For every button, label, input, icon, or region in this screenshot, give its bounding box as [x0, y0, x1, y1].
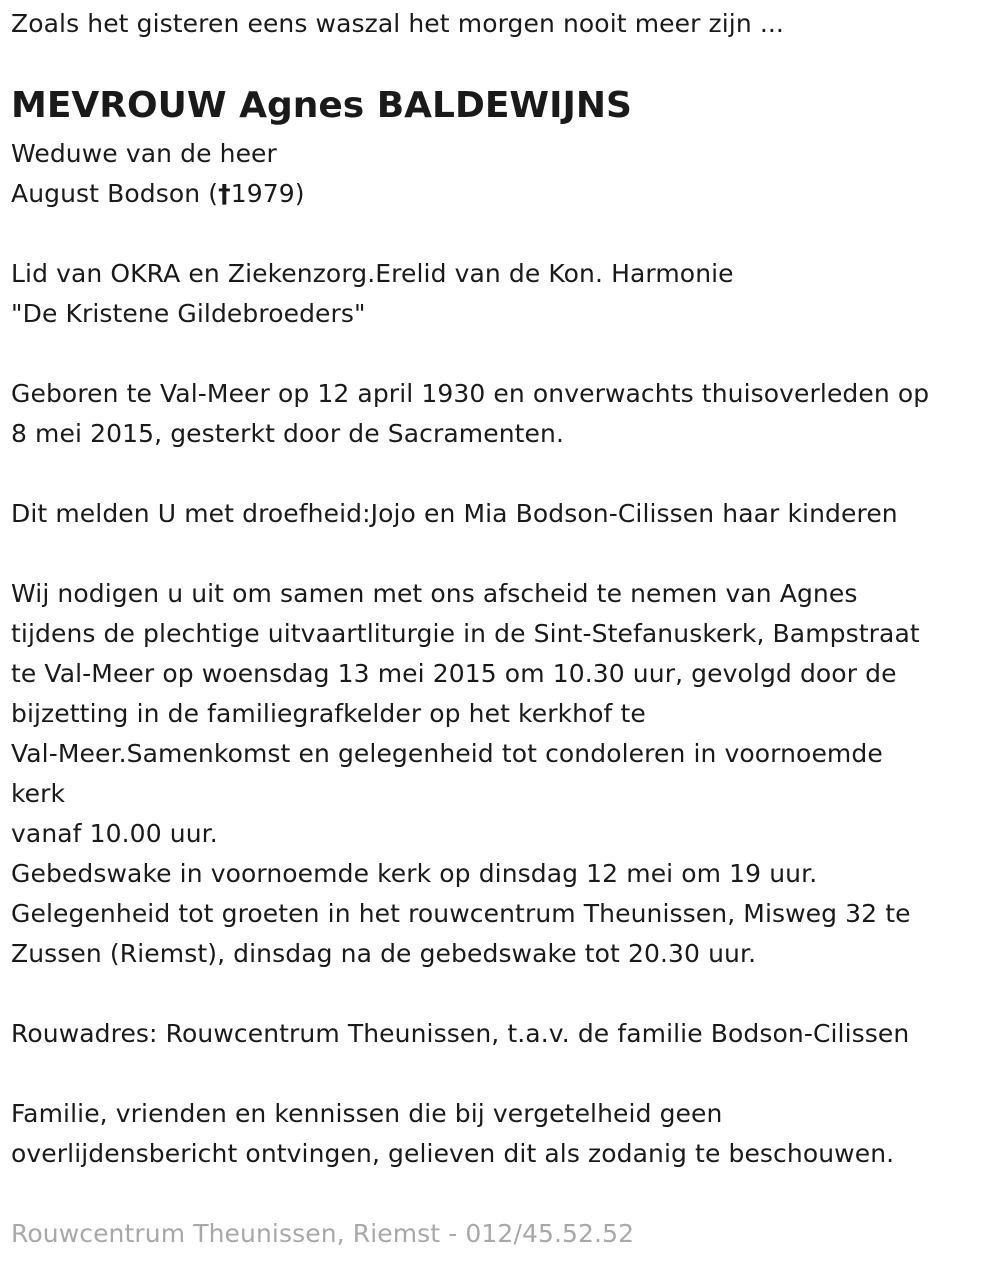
- invitation-line: Val-Meer.Samenkomst en gelegenheid tot condoleren in voornoemde: [11, 739, 883, 768]
- invitation-line: Gebedswake in voornoemde kerk op dinsdag 12 mei om 19 uur.: [11, 859, 818, 888]
- invitation-line: Zussen (Riemst), dinsdag na de gebedswake tot 20.30 uur.: [11, 939, 757, 968]
- widow-line-1: Weduwe van de heer: [11, 139, 277, 168]
- invitation-line: Gelegenheid tot groeten in het rouwcentrum Theunissen, Misweg 32 te: [11, 899, 911, 928]
- motto-text: Zoals het gisteren eens waszal het morgen nooit meer zijn ...: [11, 9, 784, 38]
- spouse-name: August Bodson (: [11, 179, 219, 208]
- cross-icon: †: [218, 179, 231, 208]
- invitation-section: [11, 574, 920, 974]
- spouse-death-year: 1979): [230, 179, 305, 208]
- invitation-line: tijdens de plechtige uitvaartliturgie in de Sint-Stefanuskerk, Bampstraat: [11, 619, 920, 648]
- membership-line-1: Lid van OKRA en Ziekenzorg.Erelid van de Kon. Harmonie: [11, 259, 734, 288]
- birth-death-line-1: Geboren te Val-Meer op 12 april 1930 en onverwachts thuisoverleden op: [11, 379, 930, 408]
- invitation-line: Wij nodigen u uit om samen met ons afscheid te nemen van Agnes: [11, 579, 858, 608]
- notice-line-1: Familie, vrienden en kennissen die bij vergetelheid geen: [11, 1099, 723, 1128]
- deceased-name-heading: MEVROUW Agnes BALDEWIJNS: [11, 85, 632, 126]
- membership-line-2: "De Kristene Gildebroeders": [11, 299, 366, 328]
- invitation-line: te Val-Meer op woensdag 13 mei 2015 om 10.30 uur, gevolgd door de: [11, 659, 897, 688]
- mourning-address-line: Rouwadres: Rouwcentrum Theunissen, t.a.v. de familie Bodson-Cilissen: [11, 1019, 910, 1048]
- birth-death-section: [11, 374, 929, 454]
- invitation-line: vanaf 10.00 uur.: [11, 819, 218, 848]
- funeral-home-footer: Rouwcentrum Theunissen, Riemst - 012/45.52.52: [11, 1219, 635, 1248]
- widow-section: [11, 134, 305, 214]
- birth-death-line-2: 8 mei 2015, gesterkt door de Sacramenten.: [11, 419, 565, 448]
- announcement-section: [11, 494, 898, 534]
- announcement-line: Dit melden U met droefheid:Jojo en Mia Bodson-Cilissen haar kinderen: [11, 499, 898, 528]
- widow-line-2: [11, 174, 305, 214]
- notice-line-2: overlijdensbericht ontvingen, gelieven dit als zodanig te beschouwen.: [11, 1139, 895, 1168]
- notice-section: [11, 1094, 894, 1174]
- invitation-line: kerk: [11, 779, 66, 808]
- membership-section: [11, 254, 734, 334]
- mourning-address-section: [11, 1014, 909, 1054]
- invitation-line: bijzetting in de familiegrafkelder op het kerkhof te: [11, 699, 646, 728]
